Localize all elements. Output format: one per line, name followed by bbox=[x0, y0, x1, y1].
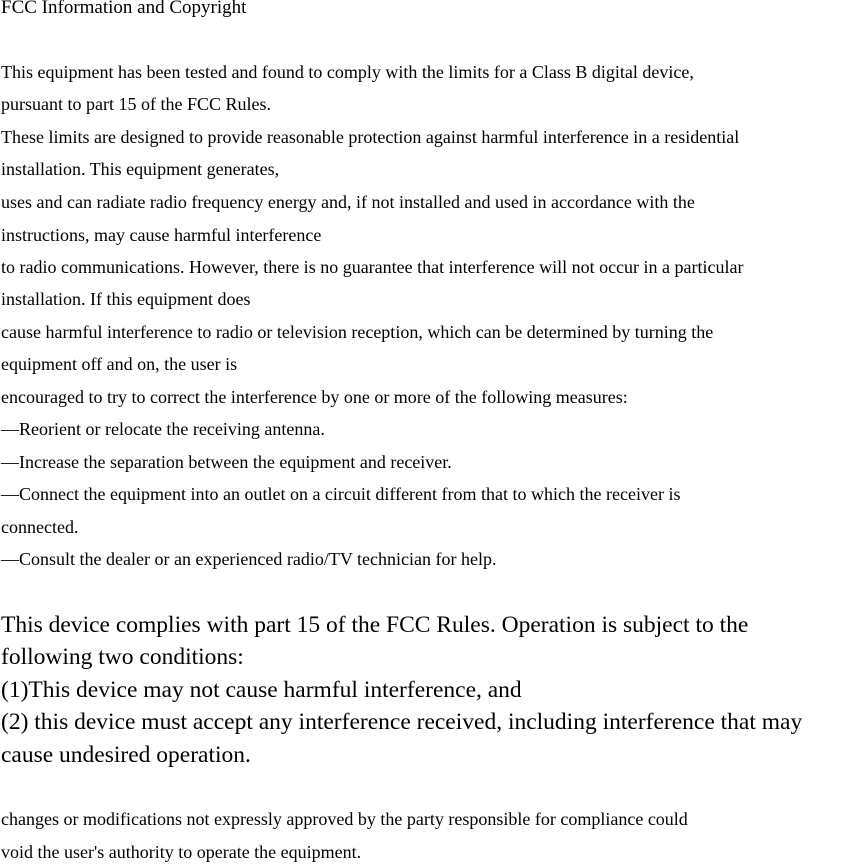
paragraph-line: instructions, may cause harmful interference bbox=[1, 225, 322, 245]
paragraph-line: cause harmful interference to radio or television reception, which can be determined by turning the bbox=[1, 322, 714, 342]
condition-line: This device complies with part 15 of the FCC Rules. Operation is subject to the bbox=[1, 612, 749, 638]
document-title: FCC Information and Copyright bbox=[1, 0, 247, 18]
paragraph-line: These limits are designed to provide reasonable protection against harmful interference in a residential bbox=[1, 127, 740, 147]
warning-line: changes or modifications not expressly approved by the party responsible for compliance could bbox=[1, 809, 688, 829]
paragraph-line: installation. If this equipment does bbox=[1, 289, 251, 309]
paragraph-line: encouraged to try to correct the interference by one or more of the following measures: bbox=[1, 387, 628, 407]
measure-item: connected. bbox=[1, 517, 79, 537]
measure-item: —Connect the equipment into an outlet on a circuit different from that to which the receiver is bbox=[1, 484, 681, 504]
paragraph-line: uses and can radiate radio frequency energy and, if not installed and used in accordance with the bbox=[1, 192, 695, 212]
paragraph-line: pursuant to part 15 of the FCC Rules. bbox=[1, 94, 271, 114]
warning-line: void the user's authority to operate the equipment. bbox=[1, 842, 362, 862]
paragraph-line: installation. This equipment generates, bbox=[1, 159, 280, 179]
paragraph-line: This equipment has been tested and found to comply with the limits for a Class B digital device, bbox=[1, 62, 694, 82]
condition-line: following two conditions: bbox=[1, 644, 244, 670]
condition-line: (1)This device may not cause harmful interference, and bbox=[1, 677, 522, 703]
condition-line: cause undesired operation. bbox=[1, 742, 251, 768]
measure-item: —Increase the separation between the equipment and receiver. bbox=[1, 452, 452, 472]
condition-line: (2) this device must accept any interference received, including interference that may bbox=[1, 709, 803, 735]
measure-item: —Consult the dealer or an experienced radio/TV technician for help. bbox=[1, 549, 497, 569]
paragraph-line: equipment off and on, the user is bbox=[1, 354, 238, 374]
measure-item: —Reorient or relocate the receiving antenna. bbox=[1, 419, 325, 439]
paragraph-line: to radio communications. However, there is no guarantee that interference will not occur in a particular bbox=[1, 257, 744, 277]
